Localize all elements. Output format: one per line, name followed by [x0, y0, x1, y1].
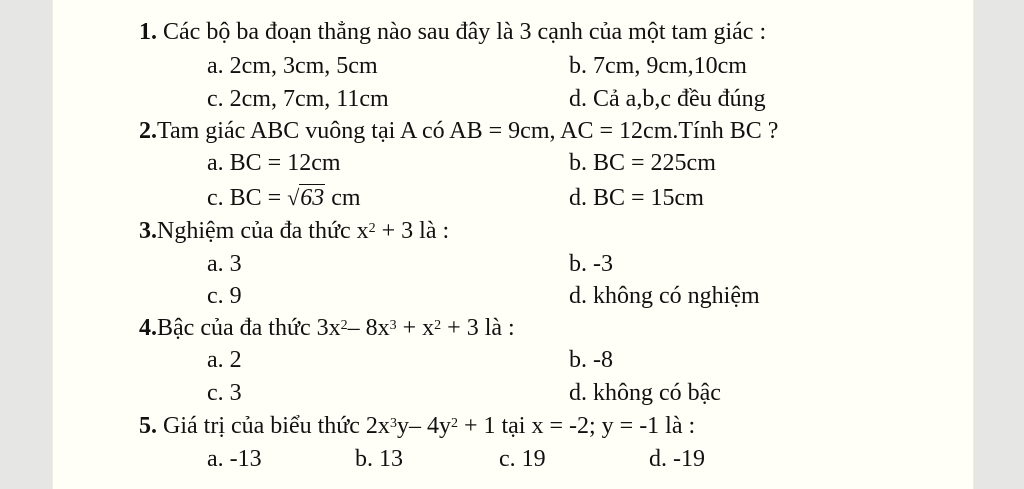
- q2-option-a: a. BC = 12cm: [207, 150, 341, 176]
- question-number: 1.: [139, 19, 157, 45]
- left-margin: [0, 0, 52, 489]
- question-4: [139, 313, 515, 343]
- q3-option-c: c. 9: [207, 283, 242, 309]
- document-page: [52, 0, 974, 489]
- q1-option-d: d. Cả a,b,c đều đúng: [569, 86, 766, 112]
- sqrt-symbol: √: [287, 185, 300, 210]
- question-text: Tam giác ABC vuông tại A có AB = 9cm, AC = 12cm.Tính BC ?: [157, 118, 779, 144]
- q3-option-b: b. -3: [569, 251, 613, 277]
- question-text: – 8x: [347, 315, 390, 341]
- q1-option-c: c. 2cm, 7cm, 11cm: [207, 86, 389, 112]
- q5-option-d: d. -19: [649, 446, 705, 472]
- question-text: Bậc của đa thức 3x: [157, 315, 341, 341]
- exponent: 2: [450, 416, 458, 431]
- q5-option-a: a. -13: [207, 446, 262, 472]
- question-1: [139, 17, 766, 47]
- q5-option-b: b. 13: [355, 446, 403, 472]
- q1-option-b: b. 7cm, 9cm,10cm: [569, 53, 747, 79]
- q2-option-b: b. BC = 225cm: [569, 150, 716, 176]
- sqrt-radicand: 63: [300, 185, 325, 211]
- q4-option-b: b. -8: [569, 347, 613, 373]
- question-text: + x: [396, 315, 435, 341]
- q4-option-a: a. 2: [207, 347, 242, 373]
- question-text-end: + 1 tại x = -2; y = -1 là :: [457, 413, 696, 439]
- question-text: Các bộ ba đoạn thẳng nào sau đây là 3 cạnh của một tam giác :: [157, 19, 767, 45]
- q1-option-a: a. 2cm, 3cm, 5cm: [207, 53, 378, 79]
- exponent: 3: [389, 416, 397, 431]
- question-2: [139, 116, 778, 146]
- q3-option-a: a. 3: [207, 251, 242, 277]
- q3-option-d: d. không có nghiệm: [569, 283, 760, 309]
- option-suffix: cm: [325, 185, 361, 211]
- question-text: y– 4y: [396, 413, 451, 439]
- q5-option-c: c. 19: [499, 446, 546, 472]
- question-text: Nghiệm của đa thức x: [157, 218, 369, 244]
- question-number: 5.: [139, 413, 157, 439]
- question-number: 4.: [139, 315, 157, 341]
- q2-option-d: d. BC = 15cm: [569, 185, 704, 211]
- question-text-end: + 3 là :: [375, 218, 450, 244]
- question-text-end: + 3 là :: [441, 315, 515, 341]
- question-number: 2.: [139, 118, 157, 144]
- q4-option-d: d. không có bậc: [569, 380, 721, 406]
- q4-option-c: c. 3: [207, 380, 242, 406]
- q2-option-c: [207, 183, 361, 213]
- question-3: [139, 216, 449, 246]
- exponent: 2: [434, 318, 442, 333]
- exponent: 3: [389, 318, 397, 333]
- question-5: [139, 411, 695, 441]
- question-text: Giá trị của biểu thức 2x: [157, 413, 390, 439]
- question-number: 3.: [139, 218, 157, 244]
- option-prefix: c. BC =: [207, 185, 288, 211]
- exponent: 2: [340, 318, 348, 333]
- right-margin: [972, 0, 1024, 489]
- exponent: 2: [368, 221, 376, 236]
